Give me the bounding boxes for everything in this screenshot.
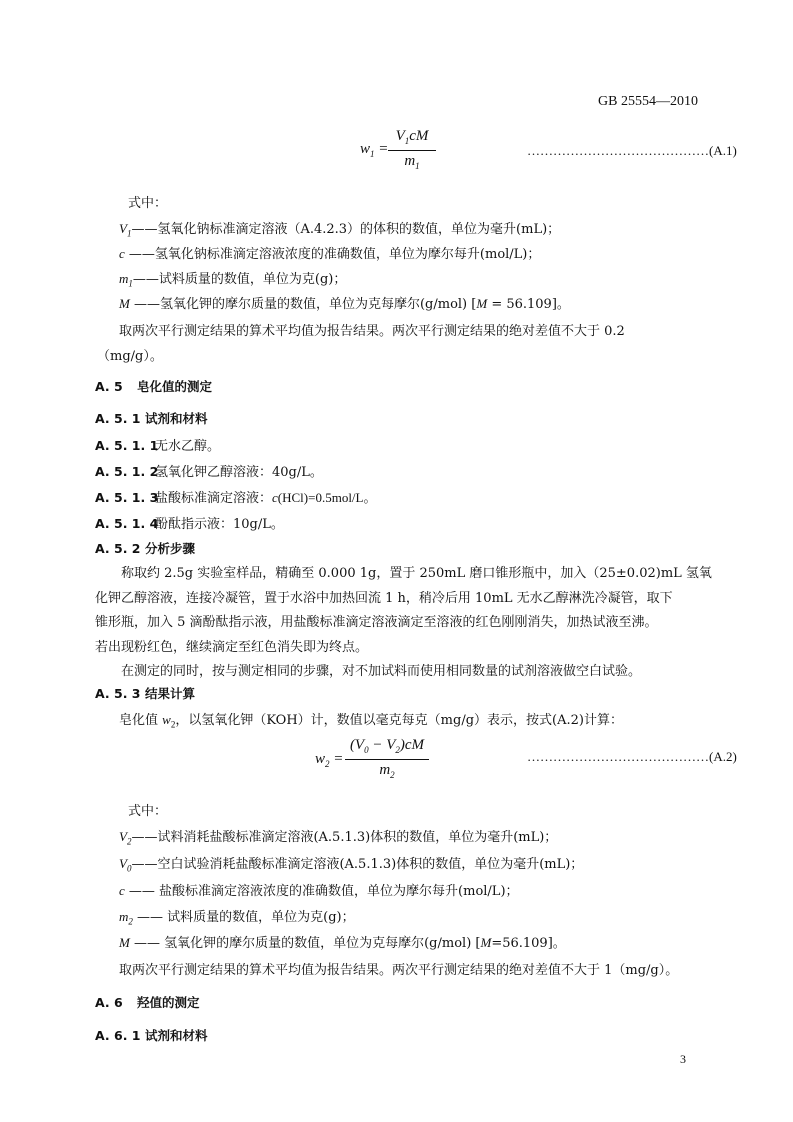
- procedure-line-3: 锥形瓶，加入 5 滴酚酞指示液，用盐酸标准滴定溶液滴定至溶液的红色刚刚消失，加热试液至沸。: [95, 615, 658, 630]
- avg2-line: 取两次平行测定结果的算术平均值为报告结果。两次平行测定结果的绝对差值不大于 1（mg/g）。: [119, 963, 679, 978]
- where2-m2: $m_2$ —— 试料质量的数值，单位为克(g)；: [119, 909, 355, 927]
- procedure-line-4: 若出现粉红色，继续滴定至红色消失即为终点。: [95, 640, 369, 655]
- section-a52-heading: A. 5. 2 分析步骤: [95, 541, 196, 556]
- where1-M: M ——氢氧化钾的摩尔质量的数值，单位为克每摩尔(g/mol) [M = 56.109]。: [119, 296, 570, 312]
- standard-number: GB 25554—2010: [598, 94, 698, 109]
- procedure-line-1: 称取约 2.5g 实验室样品，精确至 0.000 1g，置于 250mL 磨口锥形瓶中，加入（25±0.02)mL 氢氧: [95, 566, 712, 581]
- equation-a1-fraction: $V_1cM$ $m_1$: [388, 128, 436, 174]
- where2-M: M —— 氢氧化钾的摩尔质量的数值，单位为克每摩尔(g/mol) [M=56.109]。: [119, 935, 566, 951]
- avg1-line1: 取两次平行测定结果的算术平均值为报告结果。两次平行测定结果的绝对差值不大于 0.2: [119, 324, 625, 339]
- item-a514: A. 5. 1. 4酚酞指示液：10g/L。: [95, 516, 284, 532]
- saponification-intro: 皂化值 $w_2$，以氢氧化钾（KOH）计，数值以毫克每克（mg/g）表示，按式(A.2)计算：: [119, 712, 623, 730]
- equation-a2-fraction: $(V_0 - V_2)cM$ $m_2$: [345, 737, 429, 783]
- procedure-line-2: 化钾乙醇溶液，连接冷凝管，置于水浴中加热回流 1 h，稍冷后用 10mL 无水乙醇淋洗冷凝管，取下: [95, 591, 673, 606]
- where1-c: c ——氢氧化钠标准滴定溶液浓度的准确数值，单位为摩尔每升(mol/L)；: [119, 246, 541, 262]
- item-a513: A. 5. 1. 3盐酸标准滴定溶液：c(HCl)=0.5mol/L。: [95, 490, 377, 506]
- section-a53-heading: A. 5. 3 结果计算: [95, 686, 196, 701]
- section-a6-heading: A. 6 羟值的测定: [95, 995, 200, 1010]
- where-label-2: 式中：: [128, 804, 168, 819]
- where1-m1: $m_1——$试料质量的数值，单位为克(g)；: [119, 271, 347, 289]
- where2-v2: $V_2——$试料消耗盐酸标准滴定溶液(A.5.1.3)体积的数值，单位为毫升(mL)；: [119, 829, 558, 847]
- item-a511: A. 5. 1. 1无水乙醇。: [95, 438, 221, 454]
- equation-a2-ref: ……………………………………(A.2): [527, 749, 737, 764]
- where-label-1: 式中：: [128, 196, 168, 211]
- equation-a1-ref: ……………………………………(A.1): [527, 143, 737, 158]
- avg1-line2: （mg/g）。: [97, 349, 163, 364]
- section-a5-heading: A. 5 皂化值的测定: [95, 379, 213, 394]
- equation-a2-lhs: $w_2$ =: [315, 751, 344, 769]
- item-a512: A. 5. 1. 2氢氧化钾乙醇溶液：40g/L。: [95, 464, 323, 480]
- section-a51-heading: A. 5. 1 试剂和材料: [95, 411, 208, 426]
- page-number: 3: [680, 1052, 686, 1066]
- section-a61-heading: A. 6. 1 试剂和材料: [95, 1028, 208, 1043]
- blank-test-line: 在测定的同时，按与测定相同的步骤，对不加试料而使用相同数量的试剂溶液做空白试验。: [95, 664, 642, 679]
- where2-v0: $V_0——$空白试验消耗盐酸标准滴定溶液(A.5.1.3)体积的数值，单位为毫升(mL)；: [119, 856, 584, 874]
- where2-c: c —— 盐酸标准滴定溶液浓度的准确数值，单位为摩尔每升(mol/L)；: [119, 883, 519, 899]
- where1-v1: $V_1——$氢氧化钠标准滴定溶液（A.4.2.3）的体积的数值，单位为毫升(mL)；: [119, 221, 561, 239]
- equation-a1-lhs: $w_1$ =: [360, 141, 389, 159]
